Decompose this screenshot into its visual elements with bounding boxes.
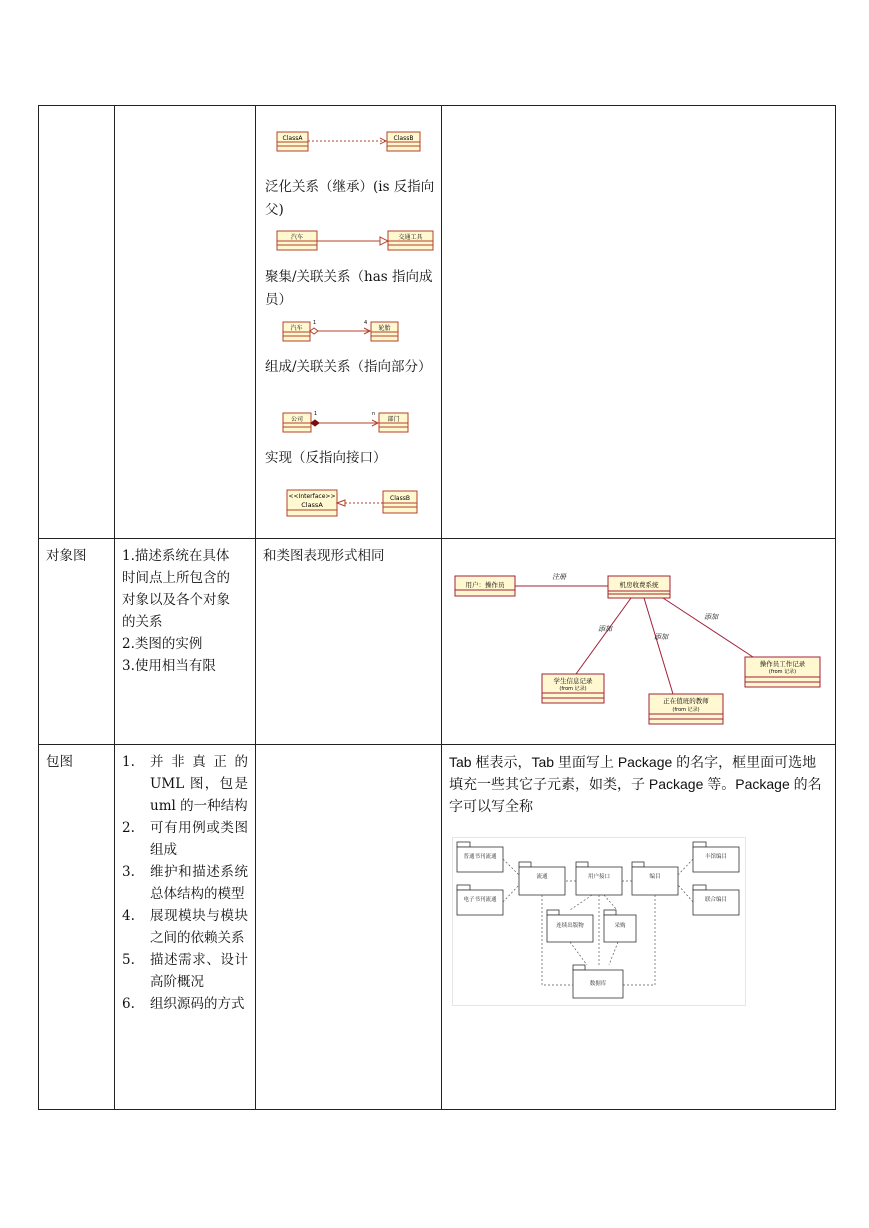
- pkg-p1: 普通书刊流通: [463, 854, 497, 860]
- obj-desc-line: 1.描述系统在具体: [122, 548, 230, 564]
- pkg-p6: 丰馆编目: [704, 854, 728, 860]
- object-diagram-name: [39, 539, 115, 745]
- student-object: 学生信息记录: [553, 677, 593, 685]
- object-diagram-form: [256, 539, 442, 745]
- user-object: 用户：操作员: [465, 581, 505, 589]
- composition-diagram: [282, 409, 412, 435]
- list-item: 6. 组织源码的方式: [122, 996, 245, 1012]
- comp-mult-2: n: [372, 411, 376, 417]
- gen-class-b: 交通工具: [398, 234, 423, 241]
- package-description: Tab 框表示，Tab 里面写上 Package 的名字，框里面可选地填充一些其它子元素，如类，子 Package 等。Package 的名字可以写全称: [449, 754, 822, 814]
- object-form-text: 和类图表现形式相同: [263, 548, 385, 564]
- real-class-b: ClassB: [390, 495, 410, 502]
- list-item: 5. 描述需求、设计高阶概况: [122, 952, 248, 990]
- package-diagram-desc: [115, 745, 256, 1110]
- package-features-list: [122, 751, 248, 1015]
- gen-class-a: 汽车: [290, 234, 304, 241]
- aggregation-label: 聚集/关联关系（has 指向成员）: [265, 269, 433, 308]
- list-item: 2. 可有用例或类图组成: [122, 820, 248, 858]
- obj-desc-line: 3.使用相当有限: [122, 658, 216, 674]
- add-label-3: 添加: [704, 613, 718, 621]
- pkg-p2: 电子书刊流通: [463, 897, 497, 903]
- dependency-diagram: [276, 128, 426, 156]
- class-diagram-row: [39, 106, 836, 539]
- realization-label: 实现（反指向接口）: [265, 450, 387, 466]
- teacher-from: (from 记录): [672, 707, 700, 713]
- agg-mult-2: 4: [364, 320, 368, 326]
- comp-class-a: 公司: [290, 416, 304, 423]
- object-diagram: [448, 569, 828, 734]
- pkg-p10: 数据库: [589, 981, 607, 987]
- pkg-p3: 流通: [536, 874, 548, 880]
- obj-desc-line: 对象以及各个对象: [122, 592, 230, 608]
- dep-class-b: ClassB: [393, 135, 414, 142]
- teacher-object: 正在值班的教师: [663, 697, 709, 705]
- package-diagram: [452, 837, 747, 1007]
- realization-diagram: [286, 488, 426, 520]
- package-diagram-title: 包图: [46, 754, 73, 770]
- add-label-1: 添加: [598, 625, 612, 633]
- list-item: 3. 维护和描述系统总体结构的模型: [122, 864, 248, 902]
- package-diagram-cell: [442, 745, 836, 1110]
- real-iface-stereotype: <<Interface>>: [288, 493, 336, 500]
- object-diagram-cell: [442, 539, 836, 745]
- real-iface-name: ClassA: [301, 501, 323, 509]
- agg-mult-1: 1: [313, 320, 317, 326]
- comp-class-b: 部门: [387, 416, 400, 423]
- composition-label: 组成/关联关系（指向部分）: [265, 359, 432, 375]
- list-item: 1. 并非真正的 UML 图，包是 uml 的一种结构: [122, 754, 248, 814]
- dep-class-a: ClassA: [282, 135, 303, 142]
- generalization-label: 泛化关系（继承）(is 反指向父): [265, 179, 435, 218]
- student-from: (from 记录): [559, 686, 587, 692]
- obj-desc-line: 的关系: [122, 614, 163, 630]
- row1-desc-cell: [115, 106, 256, 539]
- pkg-p4: 用户接口: [587, 874, 611, 880]
- pkg-p5: 编目: [649, 874, 661, 880]
- list-item: 4. 展现模块与模块之间的依赖关系: [122, 908, 248, 946]
- comp-mult-1: 1: [314, 411, 318, 417]
- object-diagram-title: 对象图: [46, 548, 87, 564]
- row1-name-cell: [39, 106, 115, 539]
- system-object: 机房收费系统: [619, 581, 659, 589]
- operator-from: (from 记录): [768, 669, 797, 675]
- agg-class-a: 汽车: [290, 325, 303, 332]
- agg-class-b: 轮胎: [378, 325, 391, 332]
- obj-desc-line: 时间点上所包含的: [122, 570, 230, 586]
- assoc-label: 注册: [552, 573, 566, 581]
- aggregation-diagram: [282, 318, 412, 344]
- row1-notes-cell: [442, 106, 836, 539]
- obj-desc-line: 2.类图的实例: [122, 636, 203, 652]
- package-diagram-name: [39, 745, 115, 1110]
- pkg-p7: 联合编目: [704, 897, 728, 903]
- object-diagram-row: [39, 539, 836, 745]
- generalization-diagram: [276, 228, 436, 254]
- add-label-2: 添加: [654, 633, 668, 641]
- uml-diagram-table: [38, 105, 836, 1110]
- package-diagram-form: [256, 745, 442, 1110]
- object-diagram-desc: [115, 539, 256, 745]
- operator-object: 操作员工作记录: [759, 660, 806, 668]
- package-diagram-row: [39, 745, 836, 1110]
- pkg-p8: 连续出版物: [556, 923, 584, 929]
- pkg-p9: 采购: [614, 923, 626, 929]
- relations-cell: [256, 106, 442, 539]
